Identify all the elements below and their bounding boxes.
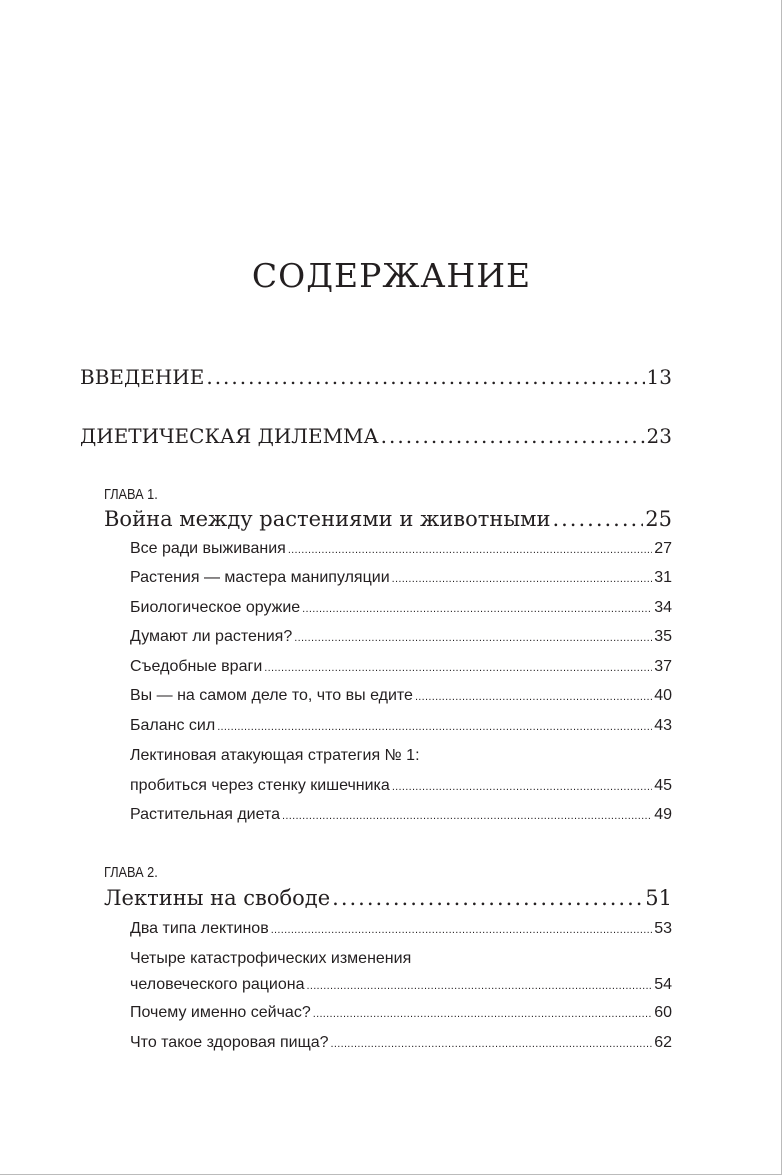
toc-section-introduction[interactable] bbox=[80, 364, 672, 390]
toc-item[interactable] bbox=[130, 627, 672, 648]
dot-leader bbox=[271, 920, 653, 940]
toc-item-line1[interactable]: Лектиновая атакующая стратегия № 1: bbox=[130, 747, 420, 764]
toc-page: 54 bbox=[654, 976, 672, 993]
toc-item[interactable] bbox=[130, 805, 672, 826]
toc-page: 62 bbox=[654, 1034, 672, 1051]
toc-item[interactable] bbox=[130, 975, 672, 996]
toc-page: 51 bbox=[645, 886, 672, 910]
toc-page: 23 bbox=[646, 424, 672, 448]
toc-item[interactable] bbox=[130, 919, 672, 940]
toc-label: Все ради выживания bbox=[130, 540, 286, 557]
toc-chapter-1[interactable] bbox=[104, 506, 672, 532]
toc-item[interactable] bbox=[130, 776, 672, 797]
toc-item[interactable] bbox=[130, 568, 672, 589]
toc-page: 34 bbox=[654, 599, 672, 616]
toc-label: Вы — на самом деле то, что вы едите bbox=[130, 687, 413, 704]
toc-item[interactable] bbox=[130, 1033, 672, 1054]
dot-leader bbox=[294, 628, 652, 648]
toc-label: Думают ли растения? bbox=[130, 628, 293, 645]
dot-leader bbox=[302, 599, 652, 619]
toc-item[interactable] bbox=[130, 598, 672, 619]
dot-leader bbox=[392, 777, 652, 797]
toc-page: 35 bbox=[654, 628, 672, 645]
dot-leader bbox=[282, 806, 652, 826]
dot-leader bbox=[381, 423, 645, 449]
toc-label: Баланс сил bbox=[130, 717, 216, 734]
toc-page: 37 bbox=[654, 658, 672, 675]
dot-leader bbox=[331, 1034, 653, 1054]
toc-label: ВВЕДЕНИЕ bbox=[80, 365, 205, 389]
toc-item[interactable] bbox=[130, 539, 672, 560]
dot-leader bbox=[332, 885, 643, 911]
dot-leader bbox=[206, 364, 644, 390]
toc-page: 43 bbox=[654, 717, 672, 734]
toc-label: пробиться через стенку кишечника bbox=[130, 777, 390, 794]
dot-leader bbox=[217, 717, 652, 737]
toc-label: Растительная диета bbox=[130, 806, 281, 823]
toc-chapter-2[interactable] bbox=[104, 885, 672, 911]
toc-item[interactable] bbox=[130, 657, 672, 678]
toc-label: Что такое здоровая пища? bbox=[130, 1034, 329, 1051]
dot-leader bbox=[288, 540, 652, 560]
toc-page: 31 bbox=[654, 569, 672, 586]
dot-leader bbox=[264, 658, 652, 678]
toc-item[interactable] bbox=[130, 716, 672, 737]
dot-leader bbox=[552, 506, 643, 532]
toc-item-line1[interactable]: Четыре катастрофических изменения bbox=[130, 950, 412, 967]
toc-page: 53 bbox=[654, 920, 672, 937]
toc-section-dilemma[interactable] bbox=[80, 423, 672, 449]
toc-label: Война между растениями и животными bbox=[104, 507, 551, 531]
toc-page: 25 bbox=[645, 507, 672, 531]
chapter-heading: ГЛАВА 1. bbox=[104, 486, 158, 503]
toc-page: 49 bbox=[654, 806, 672, 823]
toc-page: 40 bbox=[654, 687, 672, 704]
toc-page: 60 bbox=[654, 1004, 672, 1021]
toc-label: Биологическое оружие bbox=[130, 599, 301, 616]
dot-leader bbox=[415, 687, 652, 707]
toc-page: 45 bbox=[654, 777, 672, 794]
toc-label: ДИЕТИЧЕСКАЯ ДИЛЕММА bbox=[80, 424, 379, 448]
toc-label: человеческого рациона bbox=[130, 976, 305, 993]
toc-label: Почему именно сейчас? bbox=[130, 1004, 311, 1021]
page-title: СОДЕРЖАНИЕ bbox=[251, 256, 532, 295]
toc-label: Лектины на свободе bbox=[104, 886, 331, 910]
dot-leader bbox=[306, 976, 652, 996]
toc-item[interactable] bbox=[130, 1003, 672, 1024]
dot-leader bbox=[313, 1004, 652, 1024]
toc-page: 13 bbox=[646, 365, 672, 389]
dot-leader bbox=[392, 569, 653, 589]
chapter-heading: ГЛАВА 2. bbox=[104, 864, 158, 881]
toc-label: Растения — мастера манипуляции bbox=[130, 569, 390, 586]
toc-page: 27 bbox=[654, 540, 672, 557]
toc-label: Два типа лектинов bbox=[130, 920, 269, 937]
toc-label: Съедобные враги bbox=[130, 658, 263, 675]
toc-item[interactable] bbox=[130, 686, 672, 707]
